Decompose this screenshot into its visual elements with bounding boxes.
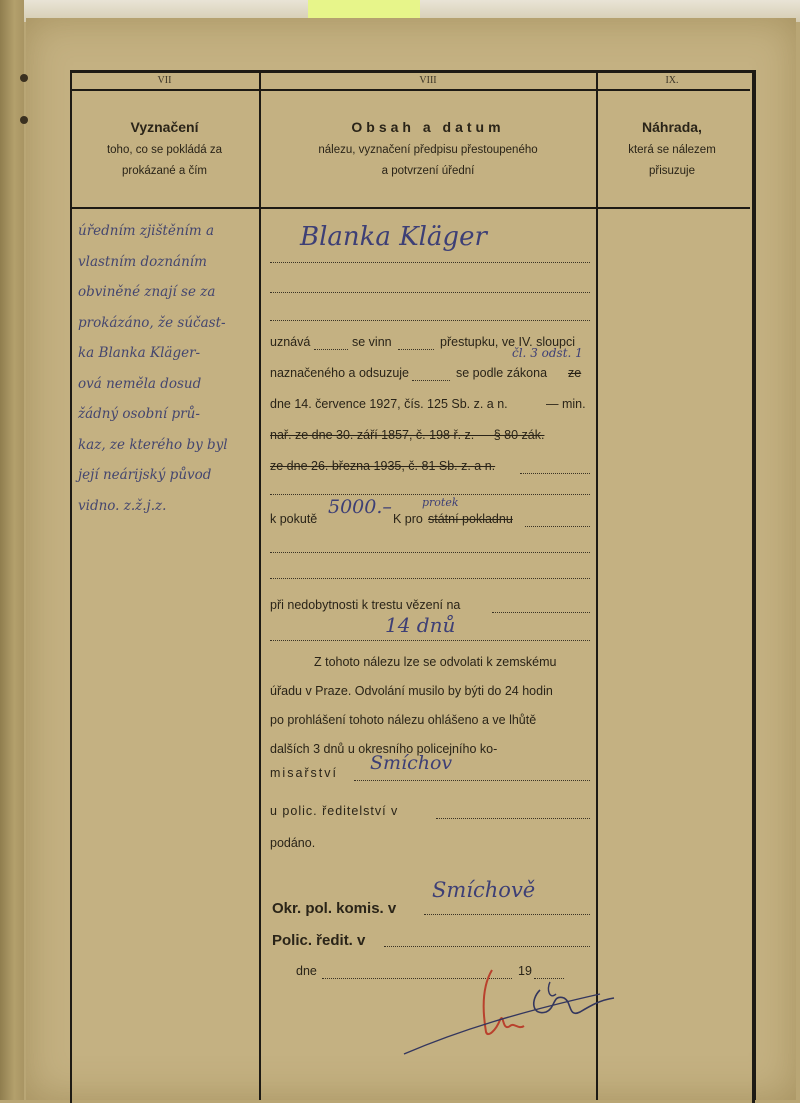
text-k-pro: K pro: [393, 512, 423, 526]
subtitle-line: nálezu, vyznačení předpisu přestoupeného: [318, 144, 538, 156]
evidence-handwriting: [78, 216, 260, 521]
komisarstvi-place: Smíchov: [370, 752, 453, 774]
struck-text: nař. ze dne 30. září 1857, č. 198 ř. z. — § 80 zák.: [270, 428, 545, 442]
struck-text: — min.: [546, 397, 586, 411]
subtitle-line: a potvrzení úřední: [381, 165, 475, 177]
imprisonment-days: 14 dnů: [385, 613, 456, 637]
subtitle-line: která se nálezem: [628, 144, 716, 156]
fill-line: [270, 262, 590, 263]
text-uznava: uznává: [270, 335, 311, 349]
column-subtitle: [597, 140, 747, 182]
subtitle-line: toho, co se pokládá za: [106, 144, 223, 156]
text-reditelstvi: u polic. ředitelství v: [270, 804, 399, 818]
text-year: 19: [518, 964, 532, 978]
fill-line: [314, 349, 348, 350]
handwriting-line: kaz, ze kterého by byl: [78, 436, 228, 453]
column-divider: [596, 70, 598, 1100]
okr-place: Smíchově: [432, 878, 536, 902]
text-podano: podáno.: [270, 836, 316, 850]
struck-text: ze: [568, 366, 582, 380]
text-se-vinn: se vinn: [352, 335, 392, 349]
fill-line: [270, 640, 590, 641]
fill-line: [270, 578, 590, 579]
column-numeral: IX.: [665, 75, 679, 86]
struck-text: státní pokladnu: [428, 512, 513, 526]
column-title: Vyznačení: [130, 119, 199, 135]
fill-line: [520, 473, 590, 474]
column-numeral: VIII: [419, 75, 437, 86]
accused-name: Blanka Kläger: [300, 222, 487, 252]
handwriting-line: ová neměla dosud: [78, 375, 202, 392]
text-se-podle: se podle zákona: [456, 366, 548, 380]
handwriting-line: její neárijský původ: [78, 467, 212, 483]
text-prestupku: přestupku, ve IV. sloupci: [440, 335, 576, 349]
header-divider: [70, 207, 750, 209]
appeal-line: dalších 3 dnů u okresního policejního ko-: [270, 742, 498, 756]
column-numeral: VII: [157, 75, 172, 86]
handwriting-line: obviněné znají se za: [78, 284, 216, 300]
fill-line: [492, 612, 590, 613]
fill-line: [384, 946, 590, 947]
text-naznaceneho: naznačeného a odsuzuje: [270, 366, 410, 380]
column-subtitle: [260, 140, 596, 182]
binding-ring-icon: [20, 74, 28, 82]
numeral-divider: [70, 89, 750, 91]
subtitle-line: prokázané a čím: [121, 165, 207, 177]
handwriting-line: ka Blanka Kläger-: [78, 345, 201, 361]
table-border: [754, 70, 756, 1100]
fill-line: [270, 292, 590, 293]
fill-line: [398, 349, 434, 350]
fill-line: [270, 494, 590, 495]
reditelstvi-line: [270, 804, 590, 818]
law-line-struck: [270, 428, 590, 442]
yellow-tab: [308, 0, 420, 20]
text-dne: dne: [296, 964, 317, 978]
handwriting-line: vlastním doznáním: [78, 253, 207, 270]
binding-ring-icon: [20, 116, 28, 124]
text-k-pokute: k pokutě: [270, 512, 318, 526]
podano-line: [270, 836, 590, 850]
struck-text: dne 14. července 1927, čís. 125 Sb. z. a n.: [270, 397, 508, 411]
binding-edge: [0, 0, 24, 1100]
appeal-line: Z tohoto nálezu lze se odvolati k zemskému: [314, 655, 557, 669]
fill-line: [354, 780, 590, 781]
handwriting-line: úředním zjištěním a: [78, 223, 214, 239]
appeal-notice: [270, 648, 595, 764]
struck-text: ze dne 26. března 1935, č. 81 Sb. z. a n.: [270, 459, 496, 473]
appeal-line: úřadu v Praze. Odvolání musilo by býti do 24 hodin: [270, 684, 553, 698]
polic-redit-label: Polic. ředit. v: [272, 932, 366, 949]
imprisonment-line: [270, 598, 590, 612]
column-title: Obsah a datum: [351, 119, 505, 135]
column-title: Náhrada,: [642, 119, 702, 135]
handwriting-line: žádný osobní prů-: [78, 406, 200, 422]
fill-line: [525, 526, 590, 527]
fill-line: [424, 914, 590, 915]
subtitle-line: přisuzuje: [648, 165, 696, 177]
fine-annotation: protek: [422, 496, 459, 509]
fill-line: [412, 380, 450, 381]
handwriting-line: vidno. z.ž.j.z.: [78, 497, 167, 514]
appeal-line: po prohlášení tohoto nálezu ohlášeno a ve lhůtě: [270, 713, 537, 727]
handwriting-line: prokázáno, že súčast-: [78, 314, 226, 331]
article-annotation: čl. 3 odst. 1: [512, 346, 583, 360]
okr-pol-komis-label: Okr. pol. komis. v: [272, 900, 397, 917]
law-line-struck: [270, 459, 590, 473]
fill-line: [270, 320, 590, 321]
signature-scribble: [400, 960, 630, 1060]
fill-line: [436, 818, 590, 819]
fill-line: [270, 552, 590, 553]
fine-amount: 5000.–: [328, 496, 392, 518]
text-pri-nedobytnosti: při nedobytnosti k trestu vězení na: [270, 598, 461, 612]
column-subtitle: [70, 140, 259, 182]
text-komisarstvi: misařství: [270, 766, 338, 780]
